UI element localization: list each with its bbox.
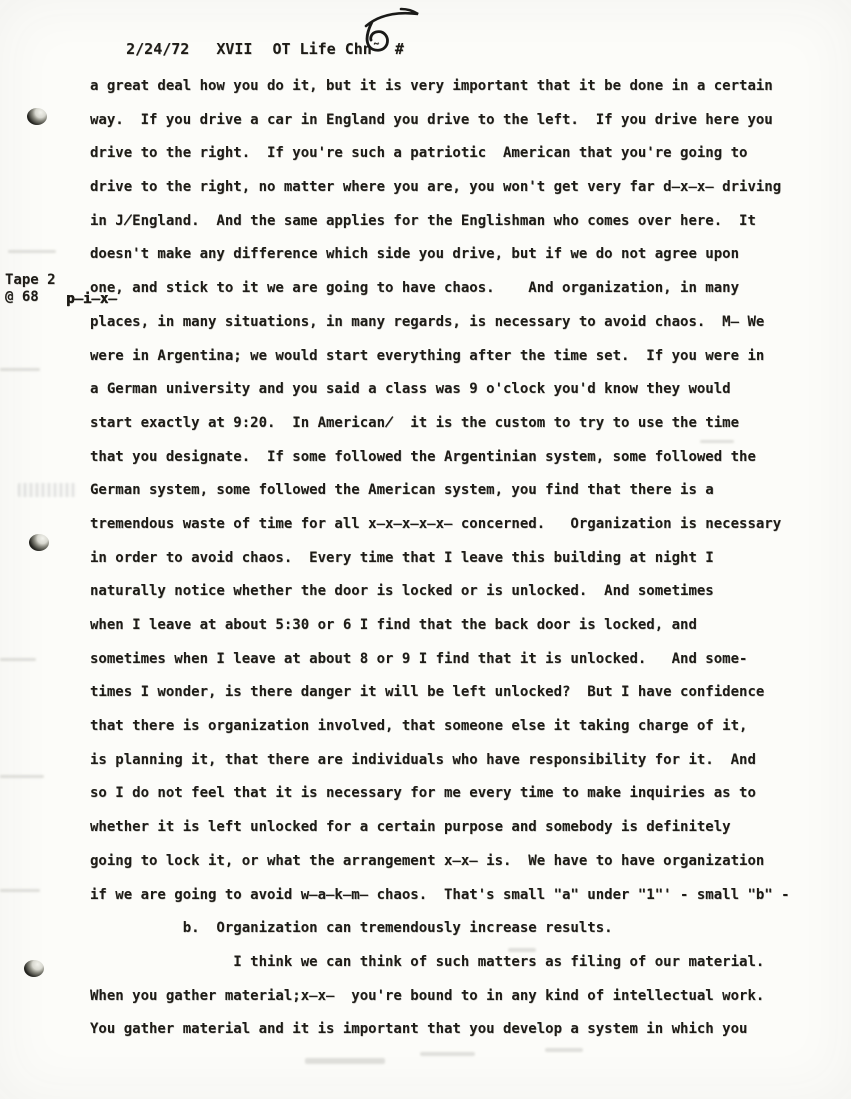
typescript-line: drive to the right, no matter where you are, you won't get very far d̶x̶x̶ driving [90, 179, 782, 196]
hole-punch-mark [24, 960, 44, 977]
typescript-line: in J̸England. And the same applies for the Englishman who comes over here. It [90, 212, 756, 229]
typescript-line: going to lock it, or what the arrangement x̶x̶ is. We have to have organization [90, 852, 765, 869]
smudge-mark [0, 775, 44, 778]
smudge-mark [0, 889, 40, 892]
header-date: 2/24/72 [126, 40, 190, 58]
margin-counter-label: @ 68 [5, 289, 39, 305]
smudge-mark [8, 250, 56, 253]
smudge-mark [305, 1058, 385, 1064]
hole-punch-mark [29, 534, 49, 551]
typescript-line: tremendous waste of time for all x̶x̶x̶x̶x̶ concerned. Organization is necessary [90, 515, 782, 532]
typescript-line: When you gather material;x̶x̶ you're bound to in any kind of intellectual work. [90, 987, 765, 1004]
typescript-line: naturally notice whether the door is locked or is unlocked. And sometimes [90, 583, 714, 600]
typescript-line: in order to avoid chaos. Every time that I leave this building at night I [90, 549, 714, 566]
smudge-mark [0, 368, 40, 371]
typescript-line: a great deal how you do it, but it is very important that it be done in a certain [90, 78, 773, 94]
header-page-number-prefix: # [394, 40, 404, 58]
typescript-line: German system, some followed the American system, you find that there is a [90, 482, 714, 499]
header-title: OT Life Chn˜ [272, 40, 381, 58]
smudge-mark [420, 1052, 475, 1056]
typescript-line: a German university and you said a class was 9 o'clock you'd know they would [90, 381, 731, 398]
margin-struck-word: p̶i̶x̶ [66, 291, 117, 307]
typescript-line: times I wonder, is there danger it will be left unlocked? But I have confidence [90, 684, 765, 701]
typescript-line: places, in many situations, in many regards, is necessary to avoid chaos. M̶ We [90, 313, 765, 330]
typescript-line: I think we can think of such matters as filing of our material. [90, 953, 765, 970]
typescript-line: that there is organization involved, that someone else it taking charge of it, [90, 718, 748, 735]
typescript-line: that you designate. If some followed the Argentinian system, some followed the [90, 448, 756, 465]
smudge-mark [545, 1048, 583, 1052]
typescript-line: one, and stick to it we are going to have chaos. And organization, in many [90, 280, 740, 297]
typescript-line: drive to the right. If you're such a patriotic American that you're going to [90, 145, 748, 162]
typescript-line: You gather material and it is important that you develop a system in which you [90, 1021, 748, 1038]
typescript-line: whether it is left unlocked for a certain purpose and somebody is definitely [90, 819, 731, 836]
typescript-line: way. If you drive a car in England you drive to the left. If you drive here you [90, 111, 773, 128]
typescript-line: so I do not feel that it is necessary for me every time to make inquiries as to [90, 785, 756, 802]
typescript-line: is planning it, that there are individuals who have responsibility for it. And [90, 751, 756, 768]
typescript-line: sometimes when I leave at about 8 or 9 I find that it is unlocked. And some- [90, 650, 748, 667]
hole-punch-mark [27, 108, 47, 125]
typescript-line: were in Argentina; we would start everything after the time set. If you were in [90, 347, 765, 364]
faint-stamp-smudge [18, 483, 76, 497]
smudge-mark [0, 658, 36, 661]
typescript-line: when I leave at about 5:30 or 6 I find that the back door is locked, and [90, 617, 697, 633]
typescript-line: start exactly at 9:20. In American̸ it is the custom to try to use the time [90, 414, 740, 431]
typescript-line: if we are going to avoid w̶a̶k̶m̶ chaos. That's small "a" under "1"' - small "b" - [90, 886, 790, 903]
header-series: XVII [216, 40, 253, 58]
handwritten-page-number [356, 6, 426, 58]
typescript-line: doesn't make any difference which side you drive, but if we do not agree upon [90, 246, 740, 263]
typescript-line: b. Organization can tremendously increase results. [90, 920, 613, 937]
margin-note-tape [5, 272, 56, 306]
margin-tape-label: Tape 2 [5, 272, 56, 288]
typescript-body [90, 70, 810, 1047]
